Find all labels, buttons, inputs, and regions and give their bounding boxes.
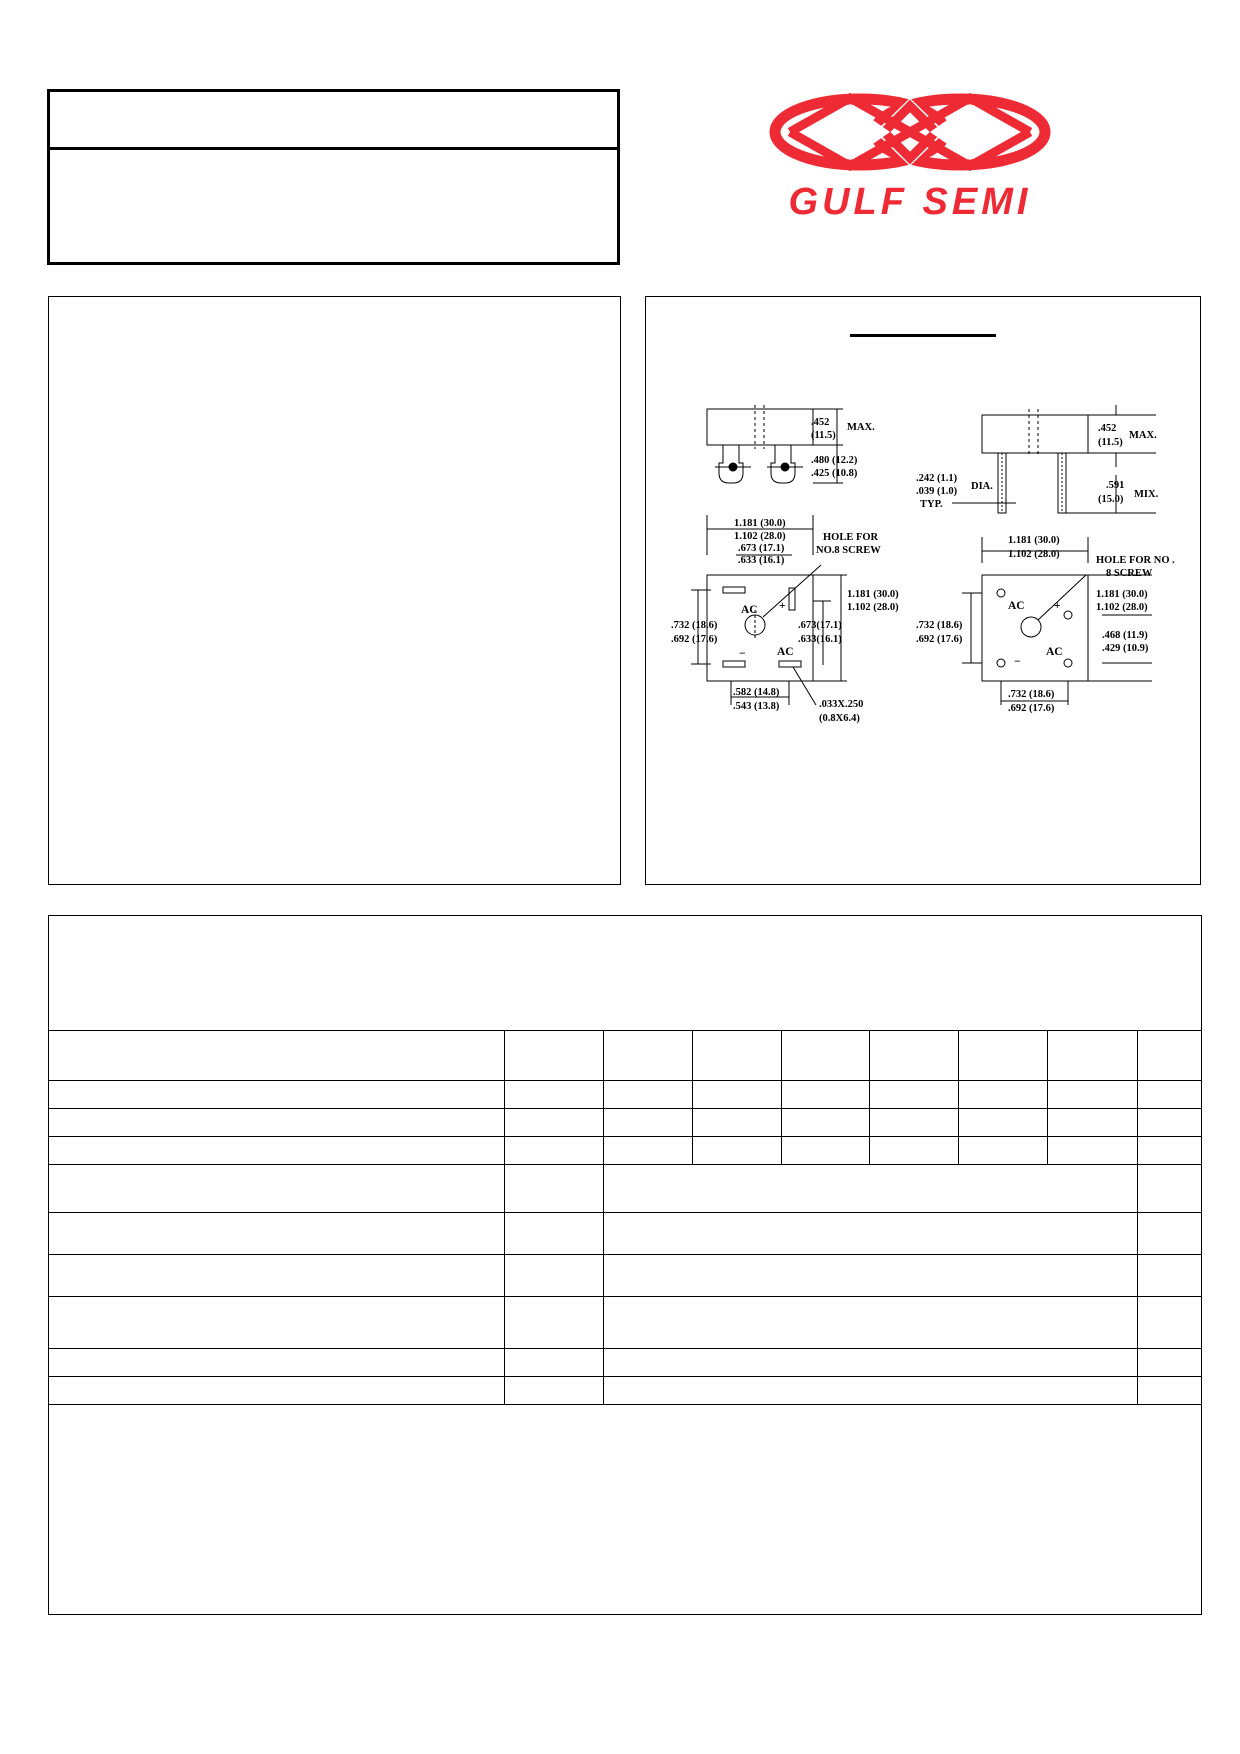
table-cell [504, 1297, 604, 1349]
right-plus: + [1054, 600, 1061, 612]
title-box [47, 89, 620, 265]
left-bottom-a: .582 (14.8) [733, 687, 780, 698]
table-cell [604, 1081, 693, 1109]
left-side-b: .692 (17.6) [671, 634, 718, 645]
table-cell [49, 1297, 504, 1349]
right-typ-label: TYP. [920, 499, 943, 510]
right-dia-b: .039 (1.0) [916, 486, 958, 497]
table-cell [959, 1109, 1048, 1137]
left-height-max: .452 [811, 417, 830, 428]
ratings-section [48, 915, 1202, 1615]
left-ac-bottom: AC [777, 646, 794, 658]
table-cell [1137, 1031, 1201, 1081]
table-cell [959, 1137, 1048, 1165]
table-cell [604, 1109, 693, 1137]
table-cell [781, 1081, 870, 1109]
table-cell [1047, 1137, 1137, 1165]
table-cell [1137, 1349, 1201, 1377]
features-box [48, 296, 621, 885]
left-spacing-b: .633 (16.1) [738, 555, 785, 566]
right-height-max-mm: (11.5) [1098, 437, 1123, 448]
table-cell [1137, 1297, 1201, 1349]
table-cell [604, 1137, 693, 1165]
table-row [49, 1297, 1201, 1349]
table-row [49, 1255, 1201, 1297]
left-right-d: .633(16.1) [798, 634, 842, 645]
table-cell [959, 1081, 1048, 1109]
table-row [49, 1137, 1201, 1165]
table-row [49, 1349, 1201, 1377]
right-width-b: 1.102 (28.0) [1008, 549, 1060, 560]
table-cell [604, 1297, 1137, 1349]
right-right-b: 1.102 (28.0) [1096, 602, 1148, 613]
table-cell [693, 1081, 782, 1109]
double-ellipse-logo-icon [760, 92, 1060, 222]
table-cell [49, 1255, 504, 1297]
left-tab-b: (0.8X6.4) [819, 713, 860, 724]
table-row [49, 1109, 1201, 1137]
right-side-a: .732 (18.6) [916, 620, 963, 631]
table-cell [504, 1031, 604, 1081]
left-term-len-a: .480 (12.2) [811, 455, 858, 466]
table-cell [49, 1213, 504, 1255]
left-plus: + [779, 600, 786, 612]
table-cell [1137, 1109, 1201, 1137]
right-side-b: .692 (17.6) [916, 634, 963, 645]
table-cell [959, 1031, 1048, 1081]
table-cell [49, 1349, 504, 1377]
table-cell [1137, 1213, 1201, 1255]
table-cell [1047, 1031, 1137, 1081]
table-cell [504, 1165, 604, 1213]
table-cell [870, 1081, 959, 1109]
left-right-c: .673(17.1) [798, 620, 842, 631]
table-cell [1137, 1165, 1201, 1213]
left-spacing-a: .673 (17.1) [738, 543, 785, 554]
right-right-a: 1.181 (30.0) [1096, 589, 1148, 600]
right-ac-bottom: AC [1046, 646, 1063, 658]
left-term-len-b: .425 (10.8) [811, 468, 858, 479]
table-cell [693, 1031, 782, 1081]
table-cell [49, 1137, 504, 1165]
table-cell [504, 1255, 604, 1297]
left-height-max-mm: (11.5) [811, 430, 836, 441]
table-cell [49, 1081, 504, 1109]
left-ac-top: AC [741, 604, 758, 616]
table-cell [1137, 1137, 1201, 1165]
right-dia-label: DIA. [971, 481, 993, 492]
right-ac-top: AC [1008, 600, 1025, 612]
table-cell [49, 1109, 504, 1137]
table-cell [504, 1081, 604, 1109]
table-row [49, 1213, 1201, 1255]
table-cell [1137, 1081, 1201, 1109]
left-minus: − [739, 648, 746, 660]
left-right-b: 1.102 (28.0) [847, 602, 899, 613]
left-width-a: 1.181 (30.0) [734, 518, 786, 529]
table-cell [504, 1377, 604, 1405]
table-cell [693, 1137, 782, 1165]
outline-heading-underline [850, 334, 996, 337]
right-lead-b: (15.0) [1098, 494, 1124, 505]
table-cell [870, 1109, 959, 1137]
right-right-c: .468 (11.9) [1102, 630, 1148, 641]
left-tab-a: .033X.250 [819, 699, 864, 710]
right-mix-label: MIX. [1134, 489, 1159, 500]
table-cell [49, 1165, 504, 1213]
table-cell [604, 1213, 1137, 1255]
table-cell [870, 1137, 959, 1165]
left-bottom-b: .543 (13.8) [733, 701, 780, 712]
table-cell [504, 1213, 604, 1255]
company-logo [760, 92, 1060, 222]
table-cell [604, 1377, 1137, 1405]
table-row [49, 1081, 1201, 1109]
right-package-drawing [916, 405, 1175, 730]
right-bottom-a: .732 (18.6) [1008, 689, 1055, 700]
table-cell [604, 1031, 693, 1081]
table-cell [693, 1109, 782, 1137]
table-cell [49, 1031, 504, 1081]
table-cell [49, 1377, 504, 1405]
outline-drawing-box [645, 296, 1201, 885]
left-hole-label-1: HOLE FOR [823, 532, 879, 543]
table-cell [604, 1349, 1137, 1377]
table-cell [781, 1137, 870, 1165]
right-right-d: .429 (10.9) [1102, 643, 1149, 654]
left-side-a: .732 (18.6) [671, 620, 718, 631]
right-bottom-b: .692 (17.6) [1008, 703, 1055, 714]
right-minus: − [1014, 656, 1021, 668]
right-lead-a: .591 [1106, 480, 1125, 491]
table-cell [504, 1137, 604, 1165]
left-hole-label-2: NO.8 SCREW [816, 545, 881, 556]
right-max-label: MAX. [1129, 430, 1157, 441]
left-width-b: 1.102 (28.0) [734, 531, 786, 542]
table-row [49, 1165, 1201, 1213]
table-cell [870, 1031, 959, 1081]
left-package-drawing [671, 405, 911, 730]
right-hole-label-1: HOLE FOR NO . [1096, 555, 1175, 566]
logo-text: GULF SEMI [788, 181, 1032, 223]
table-row [49, 1377, 1201, 1405]
table-cell [1047, 1109, 1137, 1137]
table-cell [781, 1109, 870, 1137]
table-cell [504, 1349, 604, 1377]
table-cell [604, 1165, 1137, 1213]
table-cell [1137, 1255, 1201, 1297]
right-height-max: .452 [1098, 423, 1117, 434]
left-right-a: 1.181 (30.0) [847, 589, 899, 600]
table-cell [781, 1031, 870, 1081]
table-cell [604, 1255, 1137, 1297]
title-divider [50, 147, 617, 150]
ratings-table [49, 1030, 1201, 1405]
table-cell [1047, 1081, 1137, 1109]
right-width-a: 1.181 (30.0) [1008, 535, 1060, 546]
left-max-label: MAX. [847, 422, 875, 433]
table-cell [504, 1109, 604, 1137]
table-header-row [49, 1031, 1201, 1081]
right-hole-label-2: 8 SCREW [1106, 568, 1153, 579]
table-cell [1137, 1377, 1201, 1405]
right-dia-a: .242 (1.1) [916, 473, 958, 484]
